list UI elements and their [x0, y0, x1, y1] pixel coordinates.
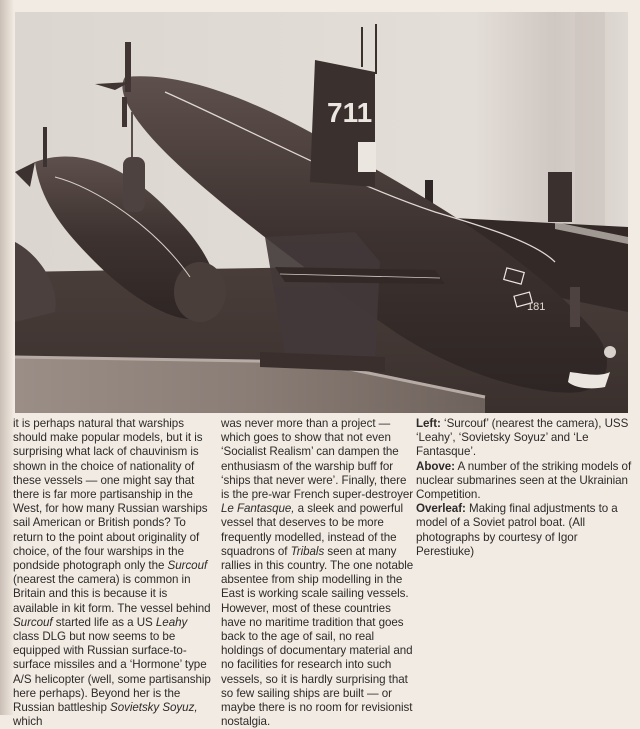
- article-paragraph-2: [221, 417, 417, 729]
- text-run: was never more than a project — which goes to show that not even ‘Socialist Realism’ can dampen the enthusiasm of the warship buff for ‘ships that never were’. Finally, there is the pre-war French super-destroyer: [221, 417, 414, 502]
- text-run: a sleek and powerful vessel that deserves to be more frequently modelled, instead of the squadrons of: [221, 502, 403, 558]
- article-column-1: [13, 417, 213, 729]
- ship-name-leahy: Leahy: [155, 615, 188, 629]
- text-run: started life as a US: [52, 615, 156, 629]
- caption-overleaf: [416, 502, 638, 559]
- text-run: which: [13, 715, 43, 729]
- caption-label: Overleaf:: [416, 502, 466, 516]
- ship-name-surcouf: Surcouf: [167, 559, 208, 573]
- caption-label: Above:: [416, 459, 455, 473]
- hull-marking: 181: [527, 301, 546, 313]
- article-paragraph-1: [13, 417, 213, 729]
- caption-text: A number of the striking models of nuclear submarines seen at the Ukrainian Competition.: [416, 459, 632, 502]
- caption-text: ‘Surcouf’ (nearest the camera), USS ‘Leahy’, ‘Sovietsky Soyuz’ and ‘Le Fantasque’.: [416, 417, 629, 459]
- caption-left: [416, 417, 638, 460]
- photo-illustration: [15, 12, 628, 413]
- caption-text: Making final adjustments to a model of a Soviet patrol boat. (All photographs by courtesy of Igor Perestiuke): [416, 502, 618, 558]
- text-run: seen at many rallies in this country. The one notable absentee from ship modelling in the East is working scale sailing vessels. However, most of these countries have no maritime tradition that goes back to the age of sail, no real holdings of documentary material and no facilities for research into such vessels, so it is hardly surprising that so few sailing ships are built — or maybe there is no room for revisionist nostalgia.: [221, 544, 414, 729]
- ship-name-sovietsky-soyuz: Sovietsky Soyuz,: [110, 701, 198, 715]
- ship-name-surcouf: Surcouf: [13, 615, 53, 629]
- text-run: (nearest the camera) is common in Britain and this is because it is available in kit form. The vessel behind: [13, 573, 211, 615]
- text-run: it is perhaps natural that warships should make popular models, but it is surprising what lack of chauvinism is shown in the choice of nationality of these vessels — one might say that there is far more partisanship in the West, for how many Russian warships sail American or British ponds? To return to the point about originality of choice, of the four warships in the pondside photograph only the: [13, 417, 208, 573]
- text-run: class DLG but now seems to be equipped with Russian surface-to-surface missiles and a ‘Hormone’ type A/S helicopter (well, some partisanship here perhaps). Beyond her is the Russian battleship: [13, 630, 211, 715]
- page-gutter-shadow: [0, 0, 14, 715]
- caption-label: Left:: [416, 417, 441, 430]
- submarine-models-photo: [15, 12, 628, 413]
- article-column-2: [221, 417, 417, 729]
- caption-above: [416, 460, 638, 503]
- photo-captions: [416, 417, 638, 559]
- sail-number: 711: [327, 97, 373, 128]
- ship-name-tribals: Tribals: [290, 544, 325, 558]
- ship-name-le-fantasque: Le Fantasque,: [221, 502, 295, 516]
